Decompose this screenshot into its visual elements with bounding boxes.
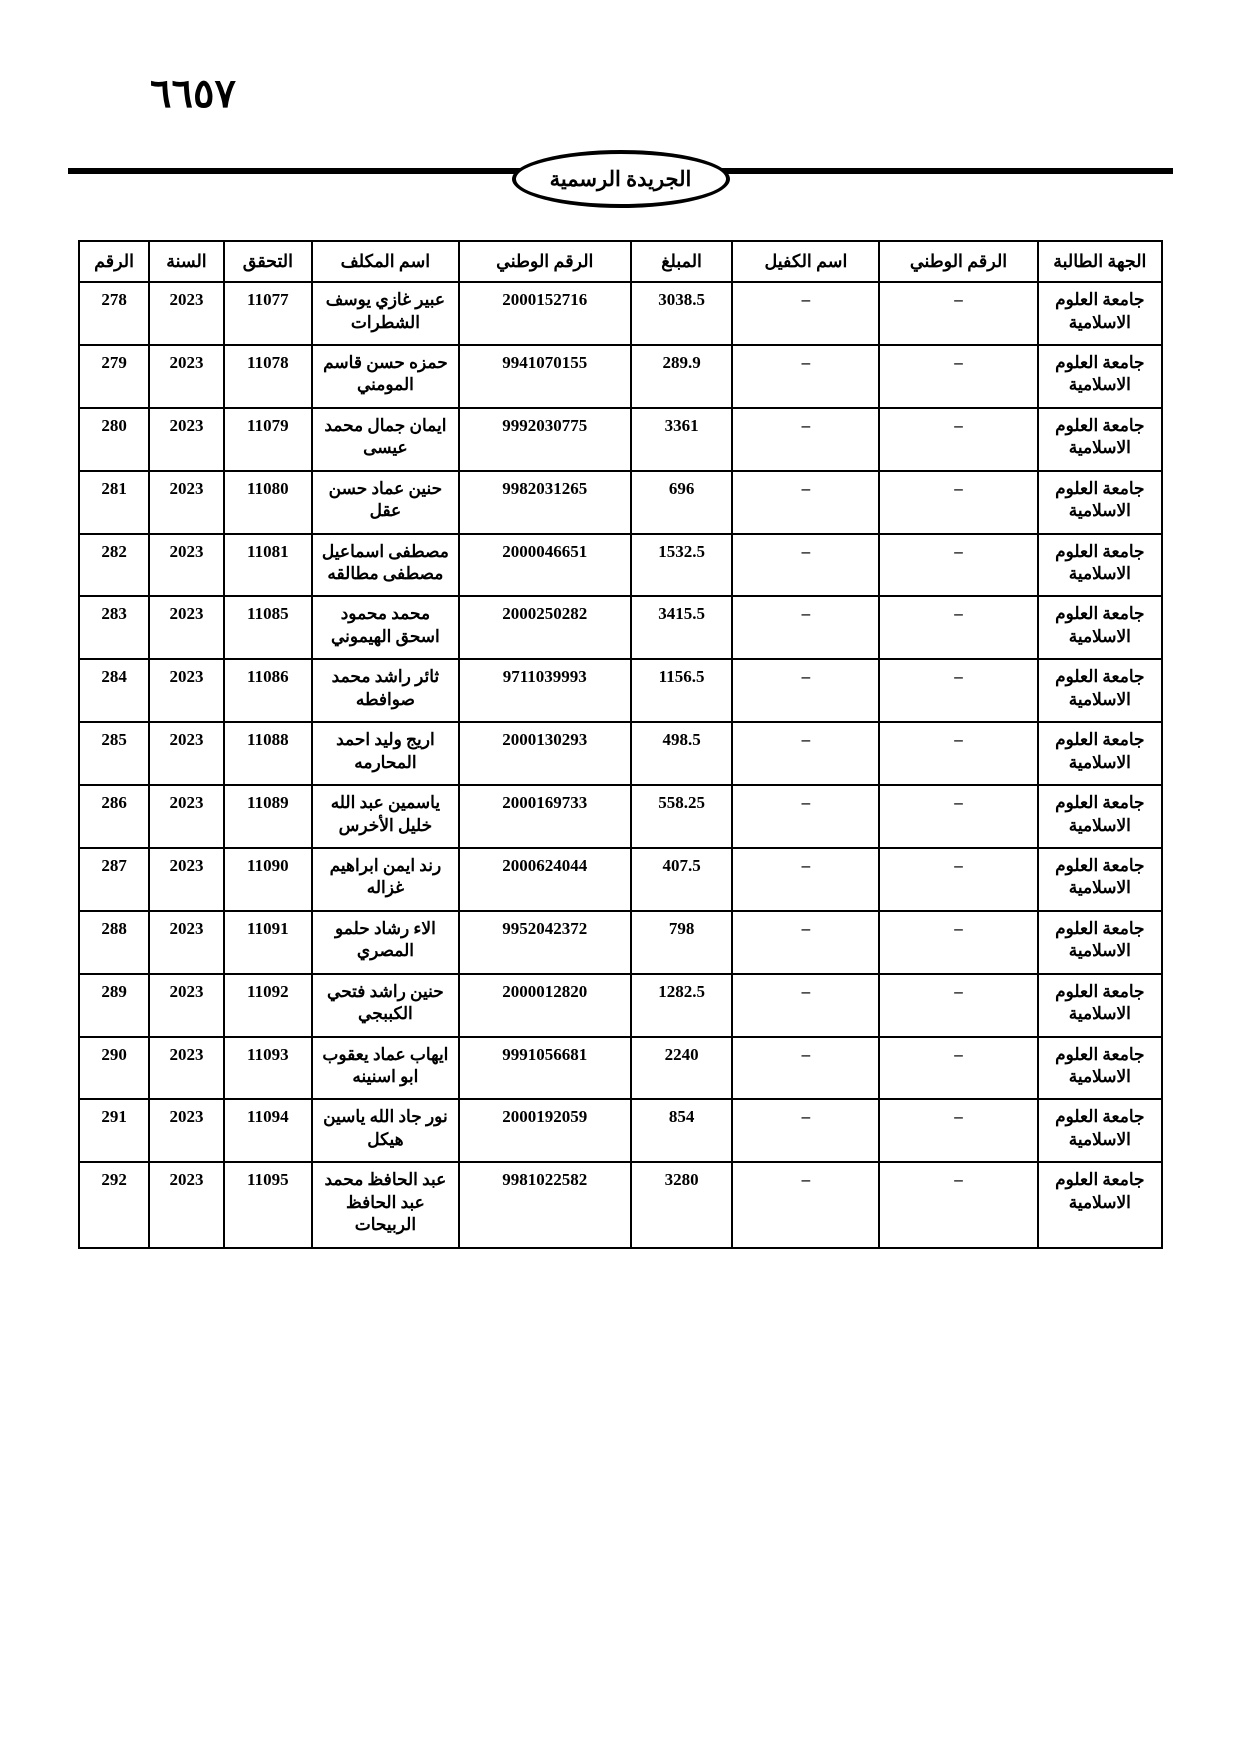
cell-verification: 11093 [224,1037,312,1100]
cell-jiha: جامعة العلوم الاسلامية [1038,471,1162,534]
column-header-year: السنة [149,241,224,282]
cell-kafeel-name: – [732,974,879,1037]
cell-year: 2023 [149,722,224,785]
cell-jiha: جامعة العلوم الاسلامية [1038,1037,1162,1100]
cell-amount: 1282.5 [631,974,733,1037]
cell-jiha: جامعة العلوم الاسلامية [1038,722,1162,785]
cell-verification: 11077 [224,282,312,345]
cell-kafeel-national-no: – [879,848,1037,911]
cell-serial: 292 [79,1162,149,1247]
cell-kafeel-name: – [732,848,879,911]
cell-serial: 288 [79,911,149,974]
cell-amount: 407.5 [631,848,733,911]
column-header-amount: المبلغ [631,241,733,282]
cell-taxpayer-name: حنين عماد حسن عقل [312,471,459,534]
cell-taxpayer-name: محمد محمود اسحق الهيموني [312,596,459,659]
cell-serial: 290 [79,1037,149,1100]
table-row [79,1099,1162,1162]
cell-verification: 11086 [224,659,312,722]
cell-serial: 284 [79,659,149,722]
cell-serial: 279 [79,345,149,408]
table-row [79,471,1162,534]
cell-verification: 11095 [224,1162,312,1247]
cell-taxpayer-name: عبير غازي يوسف الشطرات [312,282,459,345]
cell-taxpayer-name: نور جاد الله ياسين هيكل [312,1099,459,1162]
table-body [79,282,1162,1248]
column-header-national-no: الرقم الوطني [459,241,631,282]
cell-kafeel-name: – [732,596,879,659]
cell-amount: 2240 [631,1037,733,1100]
cell-serial: 285 [79,722,149,785]
cell-amount: 3361 [631,408,733,471]
masthead-band [68,150,1173,210]
cell-taxpayer-name: رند ايمن ابراهيم غزاله [312,848,459,911]
cell-year: 2023 [149,408,224,471]
table-row [79,408,1162,471]
cell-kafeel-name: – [732,659,879,722]
cell-year: 2023 [149,974,224,1037]
cell-national-no: 9941070155 [459,345,631,408]
cell-serial: 286 [79,785,149,848]
cell-taxpayer-name: ثائر راشد محمد صوافطه [312,659,459,722]
cell-national-no: 9982031265 [459,471,631,534]
cell-amount: 3038.5 [631,282,733,345]
cell-taxpayer-name: حنين راشد فتحي الكببجي [312,974,459,1037]
cell-verification: 11090 [224,848,312,911]
cell-kafeel-national-no: – [879,911,1037,974]
cell-jiha: جامعة العلوم الاسلامية [1038,785,1162,848]
cell-serial: 291 [79,1099,149,1162]
cell-kafeel-national-no: – [879,659,1037,722]
cell-year: 2023 [149,345,224,408]
cell-national-no: 9711039993 [459,659,631,722]
cell-year: 2023 [149,282,224,345]
cell-year: 2023 [149,471,224,534]
cell-jiha: جامعة العلوم الاسلامية [1038,534,1162,597]
masthead-title: الجريدة الرسمية [549,166,692,191]
cell-national-no: 9981022582 [459,1162,631,1247]
records-table-container [78,240,1163,1249]
cell-amount: 1532.5 [631,534,733,597]
cell-taxpayer-name: مصطفى اسماعيل مصطفى مطالقه [312,534,459,597]
cell-serial: 280 [79,408,149,471]
cell-verification: 11081 [224,534,312,597]
cell-national-no: 2000046651 [459,534,631,597]
cell-kafeel-name: – [732,345,879,408]
cell-kafeel-name: – [732,282,879,345]
table-row [79,534,1162,597]
cell-national-no: 2000192059 [459,1099,631,1162]
cell-year: 2023 [149,534,224,597]
column-header-jiha: الجهة الطالبة [1038,241,1162,282]
cell-national-no: 2000169733 [459,785,631,848]
cell-taxpayer-name: ياسمين عبد الله خليل الأخرس [312,785,459,848]
cell-verification: 11094 [224,1099,312,1162]
column-header-serial: الرقم [79,241,149,282]
cell-verification: 11080 [224,471,312,534]
cell-verification: 11078 [224,345,312,408]
cell-taxpayer-name: عبد الحافظ محمد عبد الحافظ الربيحات [312,1162,459,1247]
cell-year: 2023 [149,1037,224,1100]
cell-year: 2023 [149,659,224,722]
cell-national-no: 2000624044 [459,848,631,911]
cell-national-no: 2000130293 [459,722,631,785]
cell-kafeel-national-no: – [879,974,1037,1037]
cell-verification: 11085 [224,596,312,659]
cell-serial: 289 [79,974,149,1037]
cell-year: 2023 [149,911,224,974]
cell-amount: 498.5 [631,722,733,785]
cell-kafeel-national-no: – [879,722,1037,785]
cell-year: 2023 [149,1099,224,1162]
cell-kafeel-name: – [732,534,879,597]
cell-kafeel-national-no: – [879,282,1037,345]
column-header-verification: التحقق [224,241,312,282]
cell-taxpayer-name: حمزه حسن قاسم المومني [312,345,459,408]
cell-serial: 283 [79,596,149,659]
cell-kafeel-name: – [732,722,879,785]
masthead-oval [512,150,730,208]
cell-serial: 282 [79,534,149,597]
column-header-kafeel-name: اسم الكفيل [732,241,879,282]
table-row [79,282,1162,345]
cell-jiha: جامعة العلوم الاسلامية [1038,911,1162,974]
cell-amount: 558.25 [631,785,733,848]
cell-kafeel-national-no: – [879,1162,1037,1247]
cell-kafeel-name: – [732,1037,879,1100]
cell-amount: 289.9 [631,345,733,408]
table-row [79,911,1162,974]
cell-kafeel-name: – [732,1162,879,1247]
cell-jiha: جامعة العلوم الاسلامية [1038,848,1162,911]
cell-amount: 798 [631,911,733,974]
table-header-row [79,241,1162,282]
table-row [79,345,1162,408]
cell-kafeel-national-no: – [879,471,1037,534]
cell-year: 2023 [149,596,224,659]
cell-jiha: جامعة العلوم الاسلامية [1038,1162,1162,1247]
cell-kafeel-name: – [732,471,879,534]
cell-jiha: جامعة العلوم الاسلامية [1038,345,1162,408]
cell-kafeel-national-no: – [879,785,1037,848]
cell-jiha: جامعة العلوم الاسلامية [1038,596,1162,659]
cell-kafeel-national-no: – [879,1037,1037,1100]
cell-kafeel-name: – [732,911,879,974]
column-header-taxpayer-name: اسم المكلف [312,241,459,282]
cell-verification: 11092 [224,974,312,1037]
table-row [79,848,1162,911]
table-row [79,722,1162,785]
cell-kafeel-national-no: – [879,534,1037,597]
table-row [79,974,1162,1037]
cell-year: 2023 [149,785,224,848]
cell-jiha: جامعة العلوم الاسلامية [1038,282,1162,345]
cell-taxpayer-name: الاء رشاد حلمو المصري [312,911,459,974]
cell-jiha: جامعة العلوم الاسلامية [1038,974,1162,1037]
cell-amount: 696 [631,471,733,534]
cell-serial: 287 [79,848,149,911]
cell-verification: 11089 [224,785,312,848]
cell-kafeel-national-no: – [879,408,1037,471]
cell-amount: 3415.5 [631,596,733,659]
cell-national-no: 2000012820 [459,974,631,1037]
records-table [78,240,1163,1249]
cell-taxpayer-name: ايمان جمال محمد عيسى [312,408,459,471]
cell-verification: 11091 [224,911,312,974]
table-row [79,596,1162,659]
cell-verification: 11088 [224,722,312,785]
cell-national-no: 2000250282 [459,596,631,659]
cell-kafeel-national-no: – [879,596,1037,659]
cell-national-no: 9992030775 [459,408,631,471]
page-number: ٦٦٥٧ [150,71,236,116]
cell-kafeel-name: – [732,408,879,471]
cell-kafeel-national-no: – [879,1099,1037,1162]
table-row [79,1162,1162,1247]
cell-jiha: جامعة العلوم الاسلامية [1038,408,1162,471]
table-row [79,1037,1162,1100]
cell-amount: 854 [631,1099,733,1162]
cell-serial: 281 [79,471,149,534]
cell-taxpayer-name: اريج وليد احمد المحارمه [312,722,459,785]
cell-kafeel-national-no: – [879,345,1037,408]
cell-verification: 11079 [224,408,312,471]
cell-jiha: جامعة العلوم الاسلامية [1038,659,1162,722]
cell-national-no: 9991056681 [459,1037,631,1100]
column-header-kafeel-national-no: الرقم الوطني [879,241,1037,282]
cell-taxpayer-name: ايهاب عماد يعقوب ابو اسنينه [312,1037,459,1100]
cell-kafeel-name: – [732,785,879,848]
table-row [79,785,1162,848]
cell-national-no: 9952042372 [459,911,631,974]
cell-amount: 1156.5 [631,659,733,722]
cell-year: 2023 [149,848,224,911]
cell-jiha: جامعة العلوم الاسلامية [1038,1099,1162,1162]
cell-serial: 278 [79,282,149,345]
table-row [79,659,1162,722]
cell-year: 2023 [149,1162,224,1247]
cell-amount: 3280 [631,1162,733,1247]
cell-kafeel-name: – [732,1099,879,1162]
cell-national-no: 2000152716 [459,282,631,345]
